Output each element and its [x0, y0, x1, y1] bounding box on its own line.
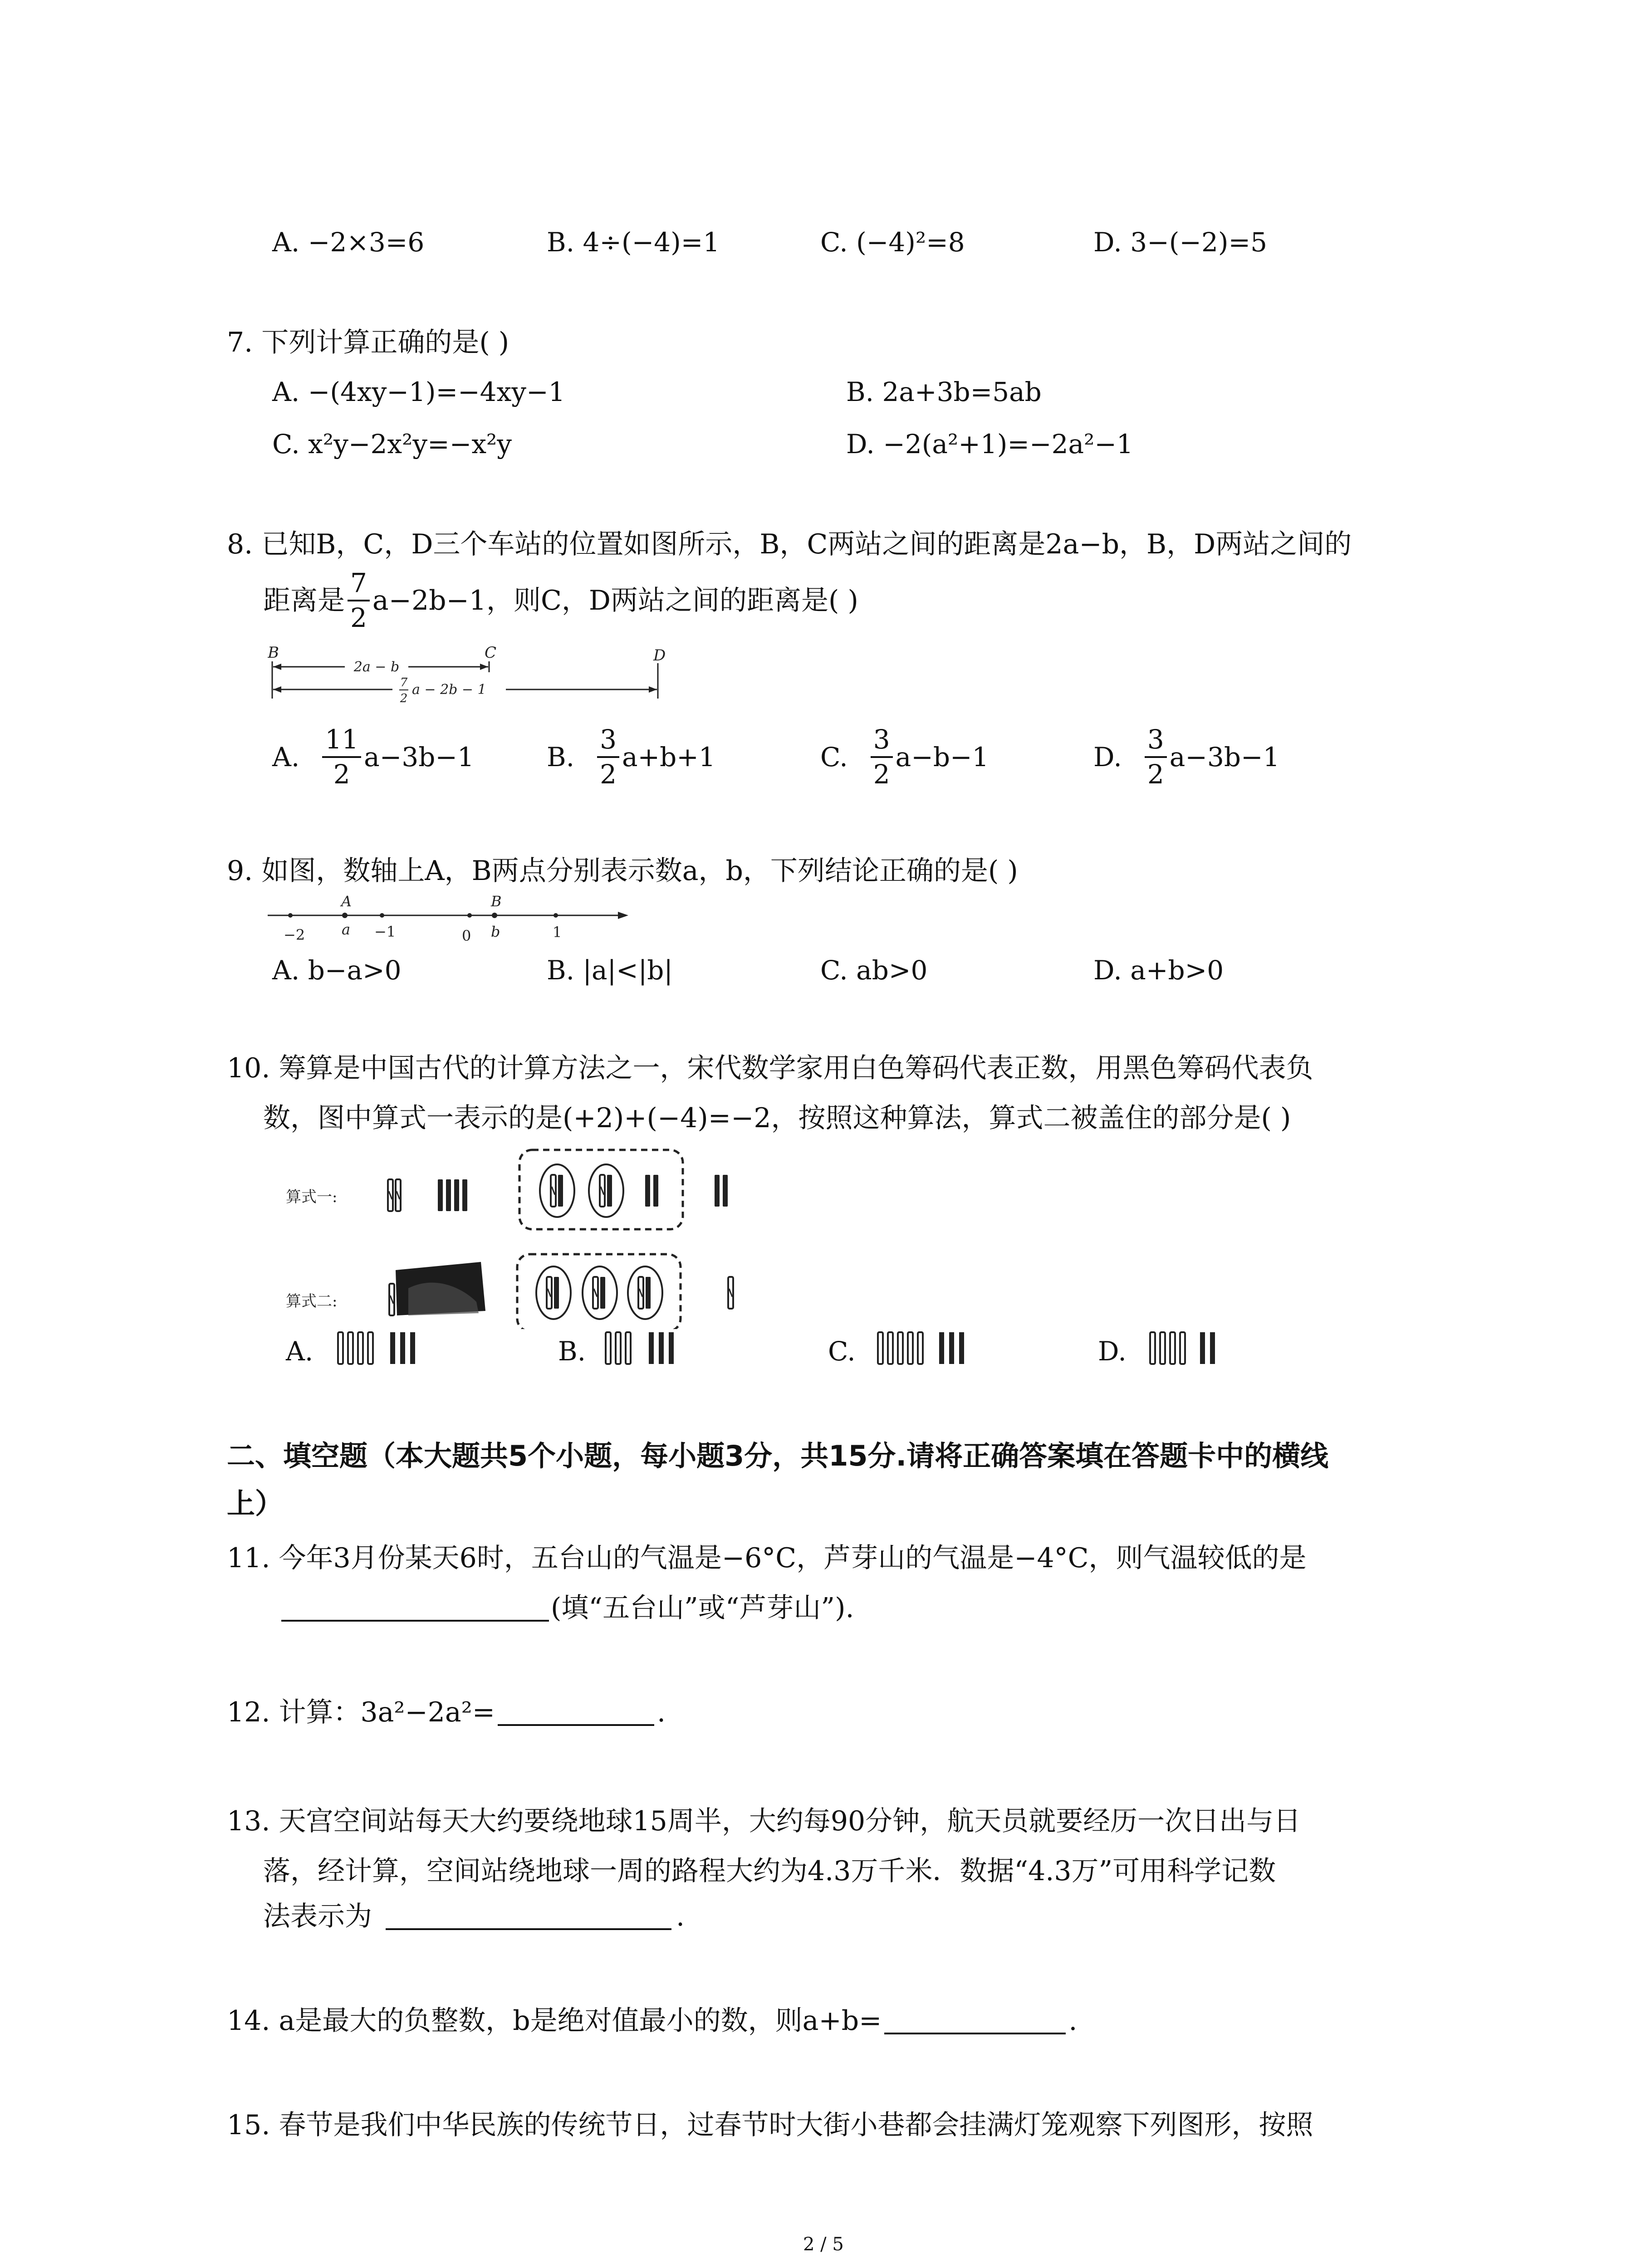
bd-frac-num: 7	[400, 676, 408, 689]
q10-option-d-label: D.	[1098, 1336, 1127, 1367]
point-a-label: A	[341, 893, 352, 910]
formula1-circle-1	[540, 1164, 574, 1217]
q11-stem-line1: 11. 今年3月份某天6时，五台山的气温是−6°C，芦芽山的气温是−4°C，则气温较低的是	[227, 1542, 1307, 1574]
q8-a-num: 11	[322, 726, 361, 758]
station-c-label: C	[485, 644, 497, 662]
q10-option-b-rods	[603, 1330, 721, 1366]
q13-pre: 法表示为	[263, 1901, 372, 1932]
bd-arrow-right	[649, 686, 657, 693]
q8-option-b	[547, 726, 715, 788]
station-b-label: B	[268, 644, 279, 662]
q8-station-diagram	[268, 644, 676, 712]
q13-stem-line2: 落，经计算，空间站绕地球一周的路程大约为4.3万千米．数据“4.3万”可用科学记数	[263, 1855, 1276, 1887]
q8-stem-line2	[263, 569, 858, 632]
station-d-label: D	[653, 646, 666, 665]
q12-pre: 12. 计算：3a²−2a²=	[227, 1696, 495, 1728]
q12-stem	[227, 1696, 666, 1728]
q10-option-c-rods	[876, 1330, 1003, 1366]
bc-distance-label: 2a − b	[353, 659, 400, 675]
q14-stem	[227, 2005, 1078, 2037]
q13-stem-line1: 13. 天宫空间站每天大约要绕地球15周半，大约每90分钟，航天员就要经历一次日出与日	[227, 1805, 1301, 1837]
q8-option-a-fraction	[322, 726, 361, 788]
tick-label-minus-two: −2	[284, 926, 305, 943]
q7-stem: 7. 下列计算正确的是( )	[227, 327, 509, 358]
q11-hint: (填“五台山”或“芦芽山”).	[551, 1592, 854, 1624]
q9-option-a: A. b−a>0	[272, 955, 402, 986]
bc-arrow-right	[480, 664, 488, 670]
section-heading-line1: 二、填空题（本大题共5个小题，每小题3分，共15分.请将正确答案填在答题卡中的横线	[227, 1439, 1329, 1472]
q8-a-den: 2	[333, 758, 350, 790]
q10-option-c-label: C.	[828, 1336, 856, 1367]
q10-stem-line2: 数，图中算式一表示的是(+2)+(−4)=−2，按照这种算法，算式二被盖住的部分是( )	[263, 1102, 1291, 1134]
q12-post: .	[657, 1696, 666, 1728]
formula1-circle-2	[589, 1164, 623, 1217]
tick-label-zero: 0	[462, 927, 471, 944]
q10-option-a-rods	[336, 1330, 454, 1366]
q8-b-den: 2	[600, 758, 617, 790]
q8-option-a	[272, 726, 474, 788]
q8-c-num: 3	[871, 726, 893, 758]
q8-line2-fraction	[348, 569, 370, 632]
q14-pre: 14. a是最大的负整数，b是绝对值最小的数，则a+b=	[227, 2005, 882, 2037]
q14-answer-blank[interactable]	[884, 2030, 1066, 2034]
q7-option-a: A. −(4xy−1)=−4xy−1	[272, 376, 565, 407]
q7-option-c: C. x²y−2x²y=−x²y	[272, 429, 512, 459]
bd-arrow-left	[273, 686, 281, 693]
q8-option-c	[820, 726, 989, 788]
q9-number-line	[263, 889, 635, 948]
q15-stem-line1: 15. 春节是我们中华民族的传统节日，过春节时大街小巷都会挂满灯笼观察下列图形，按照	[227, 2109, 1313, 2141]
q8-a-tail: a−3b−1	[364, 741, 474, 772]
page-number: 2 / 5	[803, 2234, 844, 2255]
q8-b-num: 3	[597, 726, 619, 758]
formula1-black-rods	[438, 1179, 467, 1211]
point-one	[554, 913, 558, 918]
formula1-remaining-black-rods	[645, 1175, 658, 1207]
q11-answer-blank[interactable]	[281, 1617, 549, 1622]
value-label-b: b	[491, 923, 500, 940]
tick-label-minus-one: −1	[374, 923, 396, 940]
q8-option-d	[1093, 726, 1280, 788]
q11-stem-line2	[281, 1594, 854, 1622]
point-a	[342, 913, 348, 918]
value-label-a: a	[342, 921, 351, 938]
point-minus-two	[288, 913, 293, 918]
q13-stem-line3	[263, 1903, 685, 1930]
point-b	[492, 913, 497, 918]
formula1-label: 算式一:	[286, 1188, 338, 1206]
q8-option-d-label: D.	[1093, 741, 1122, 772]
q9-stem: 9. 如图，数轴上A，B两点分别表示数a，b，下列结论正确的是( )	[227, 855, 1018, 887]
q8-option-b-label: B.	[547, 741, 575, 772]
formula2-circle-2	[583, 1266, 617, 1319]
q8-option-c-label: C.	[820, 741, 848, 772]
q13-post: .	[676, 1901, 685, 1932]
q6-option-c: C. (−4)²=8	[820, 227, 965, 258]
bd-distance-tail: a − 2b − 1	[412, 682, 486, 698]
q8-option-d-fraction	[1145, 726, 1167, 788]
q8-c-tail: a−b−1	[895, 741, 989, 772]
q8-option-c-fraction	[871, 726, 893, 788]
q9-option-c: C. ab>0	[820, 955, 928, 986]
q10-option-d-rods	[1148, 1330, 1257, 1366]
q13-answer-blank[interactable]	[386, 1926, 671, 1930]
number-line-arrow	[618, 912, 628, 919]
q10-option-b-label: B.	[558, 1336, 586, 1367]
q6-option-a: A. −2×3=6	[272, 227, 425, 258]
q8-b-tail: a+b+1	[622, 741, 715, 772]
q7-option-b: B. 2a+3b=5ab	[846, 376, 1042, 407]
q6-option-b: B. 4÷(−4)=1	[547, 227, 720, 258]
q8-line2-frac-num: 7	[348, 569, 370, 601]
tick-label-one: 1	[553, 924, 562, 941]
point-minus-one	[380, 913, 384, 918]
q8-option-b-fraction	[597, 726, 619, 788]
point-zero	[467, 913, 472, 918]
q9-option-b: B. |a|<|b|	[547, 955, 673, 986]
q8-line2-pre: 距离是	[263, 584, 345, 616]
q8-line2-frac-den: 2	[350, 602, 367, 633]
q8-d-den: 2	[1147, 758, 1164, 790]
q8-line2-post: a−2b−1，则C，D两站之间的距离是( )	[372, 584, 858, 616]
formula2-circle-3	[628, 1266, 662, 1319]
q8-option-a-label: A.	[272, 741, 300, 772]
q8-d-num: 3	[1145, 726, 1167, 758]
q10-option-a-label: A.	[286, 1336, 314, 1367]
section-heading-line2: 上）	[227, 1487, 284, 1520]
q9-option-d: D. a+b>0	[1093, 955, 1224, 986]
formula2-label: 算式二:	[286, 1292, 338, 1310]
formula1-white-rods	[388, 1179, 401, 1211]
q14-post: .	[1068, 2005, 1078, 2037]
q7-option-d: D. −2(a²+1)=−2a²−1	[846, 429, 1133, 459]
q12-answer-blank[interactable]	[498, 1721, 654, 1726]
bd-frac-den: 2	[400, 692, 408, 705]
q10-stem-line1: 10. 筹算是中国古代的计算方法之一，宋代数学家用白色筹码代表正数，用黑色筹码代表负	[227, 1052, 1313, 1084]
q8-stem-line1: 8. 已知B，C，D三个车站的位置如图所示，B，C两站之间的距离是2a−b，B，D两站之间的	[227, 528, 1352, 560]
bc-arrow-left	[273, 664, 281, 670]
q6-option-d: D. 3−(−2)=5	[1093, 227, 1268, 258]
formula1-result-rods	[715, 1175, 728, 1207]
q8-d-tail: a−3b−1	[1169, 741, 1280, 772]
point-b-label: B	[491, 893, 502, 910]
q8-c-den: 2	[873, 758, 890, 790]
q10-counting-rod-figure	[272, 1139, 771, 1329]
formula2-circle-1	[536, 1266, 571, 1319]
